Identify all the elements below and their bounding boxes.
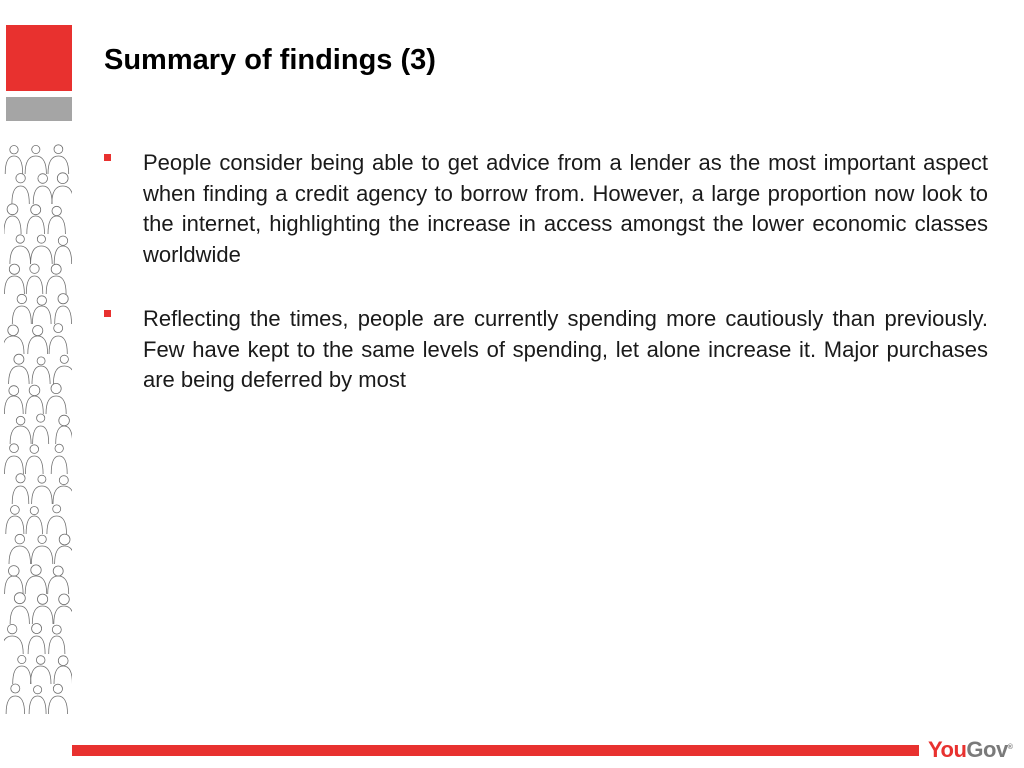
yougov-logo [928, 735, 1012, 765]
logo-registered-mark: ® [1007, 744, 1013, 751]
red-square-bullet-icon [104, 154, 111, 161]
bullet-text: Reflecting the times, people are currently spending more cautiously than previously. Few have kept to the same levels of spending, let alone increase it. Major purchases are being deferred by most [143, 306, 988, 392]
bullet-text: People consider being able to get advice from a lender as the most important aspect when finding a credit agency to borrow from. However, a large proportion now look to the internet, highlighting the increase in access amongst the lower economic classes worldwide [143, 150, 988, 267]
grey-accent-block [6, 97, 72, 121]
bullet-item [104, 304, 988, 396]
bullet-list [104, 148, 988, 430]
red-accent-block [6, 25, 72, 91]
page-title: Summary of findings (3) [104, 44, 436, 76]
crowd-illustration-icon [4, 140, 72, 720]
footer-red-line [72, 745, 919, 756]
logo-gov: Gov [966, 737, 1008, 762]
bullet-item [104, 148, 988, 270]
logo-you: You [928, 737, 967, 762]
red-square-bullet-icon [104, 310, 111, 317]
